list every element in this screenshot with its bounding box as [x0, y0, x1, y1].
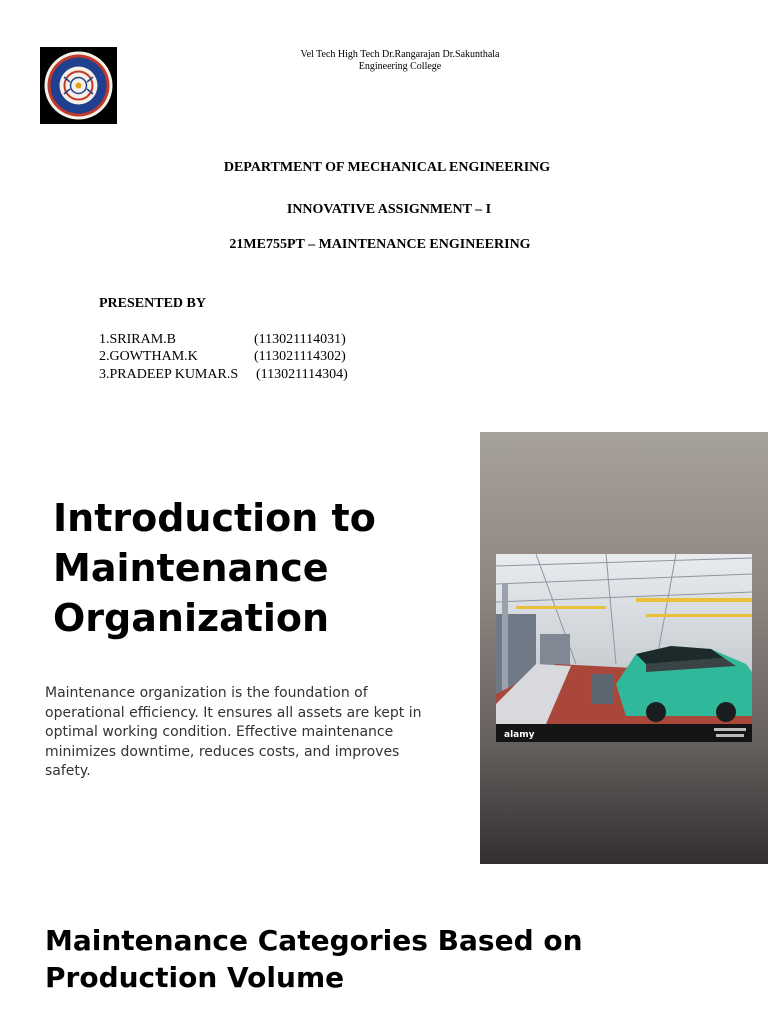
presenter-name: 3.PRADEEP KUMAR.S [99, 367, 239, 382]
department-heading: DEPARTMENT OF MECHANICAL ENGINEERING [223, 160, 551, 175]
presenter-name: 1.SRIRAM.B [99, 332, 177, 347]
presenter-id: (113021114031) [254, 332, 346, 347]
college-logo [40, 47, 117, 124]
college-name: Vel Tech High Tech Dr.Rangarajan Dr.Sakunthala Engineering College [300, 49, 500, 72]
presenter-name: 2.GOWTHAM.K [99, 349, 198, 364]
presenter-row [99, 348, 346, 365]
photo-panel [480, 432, 768, 864]
car-factory-photo [496, 554, 752, 742]
presenter-row [99, 331, 346, 348]
course-heading: 21ME755PT – MAINTENANCE ENGINEERING [229, 237, 531, 252]
assignment-heading: INNOVATIVE ASSIGNMENT – I [286, 202, 492, 217]
photo-watermark: alamy [504, 730, 535, 740]
presenter-id: (113021114302) [254, 349, 346, 364]
slide-title: Introduction to Maintenance Organization [53, 496, 376, 640]
section-title: Maintenance Categories Based on Production Volume [45, 924, 583, 994]
slide-body-text: Maintenance organization is the foundation of operational efficiency. It ensures all assets are kept in optimal working condition. Effective maintenance minimizes downtime, reduces costs, and improves safety. [45, 685, 422, 779]
presenter-row [99, 366, 348, 383]
presented-by-label: PRESENTED BY [99, 296, 206, 311]
presenter-id: (113021114304) [256, 367, 348, 382]
